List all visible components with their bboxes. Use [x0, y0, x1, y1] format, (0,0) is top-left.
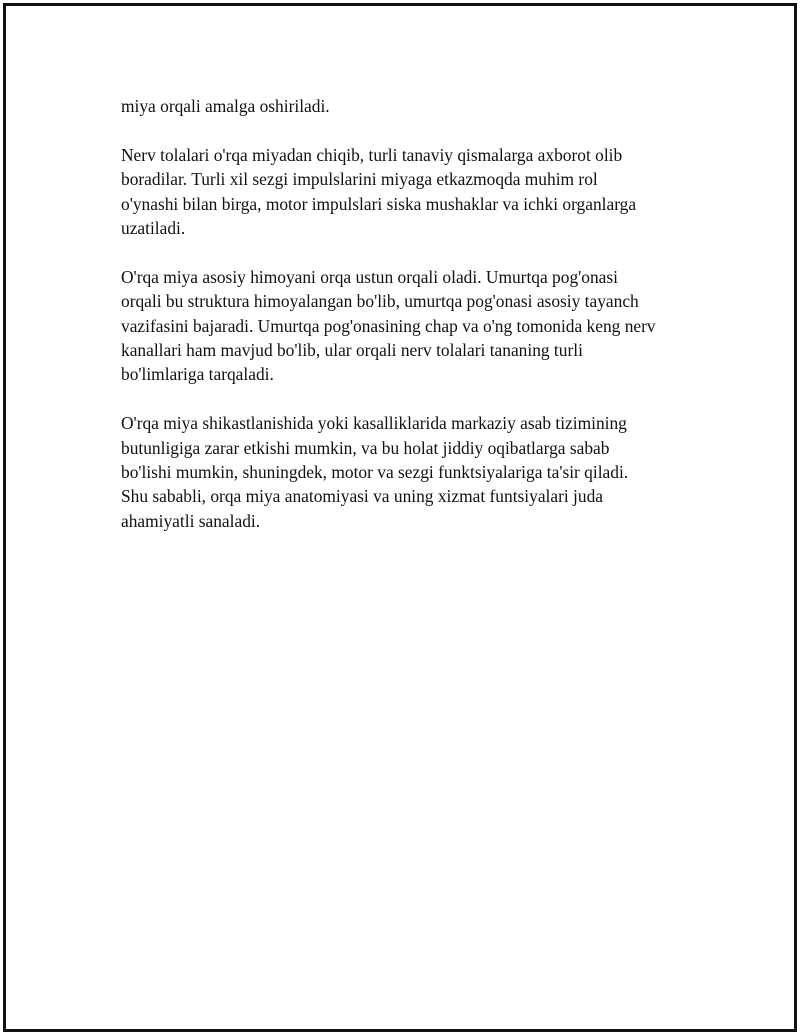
text-line: bo'lishi mumkin, shuningdek, motor va sezgi funktsiyalariga ta'sir qiladi. — [121, 462, 629, 483]
text-line: O'rqa miya shikastlanishida yoki kasalliklarida markaziy asab tizimining — [121, 413, 627, 434]
paragraph-2 — [121, 143, 711, 241]
text-line: O'rqa miya asosiy himoyani orqa ustun orqali oladi. Umurtqa pog'onasi — [121, 266, 618, 287]
text-line: boradilar. Turli xil sezgi impulslarini miyaga etkazmoqda muhim rol — [121, 169, 598, 190]
text-line: o'ynashi bilan birga, motor impulslari siska mushaklar va ichki organlarga — [121, 193, 637, 214]
text-line: Nerv tolalari o'rqa miyadan chiqib, turli tanaviy qismalarga axborot olib — [121, 144, 623, 165]
paragraph-3 — [121, 265, 711, 387]
text-line: Shu sababli, orqa miya anatomiyasi va uning xizmat funtsiyalari juda — [121, 486, 603, 507]
paragraph-4 — [121, 411, 711, 533]
paragraph-1 — [121, 94, 711, 118]
text-line: kanallari ham mavjud bo'lib, ular orqali nerv tolalari tananing turli — [121, 340, 583, 361]
text-line: bo'limlariga tarqaladi. — [121, 364, 274, 385]
text-line: orqali bu struktura himoyalangan bo'lib, umurtqa pog'onasi asosiy tayanch — [121, 291, 639, 312]
text-line: miya orqali amalga oshiriladi. — [121, 96, 330, 116]
text-line: butunligiga zarar etkishi mumkin, va bu holat jiddiy oqibatlarga sabab — [121, 437, 610, 458]
text-line: vazifasini bajaradi. Umurtqa pog'onasining chap va o'ng tomonida keng nerv — [121, 315, 656, 336]
document-body — [121, 94, 711, 558]
text-line: uzatiladi. — [121, 218, 186, 239]
page-border — [3, 3, 797, 1032]
text-line: ahamiyatli sanaladi. — [121, 510, 261, 531]
